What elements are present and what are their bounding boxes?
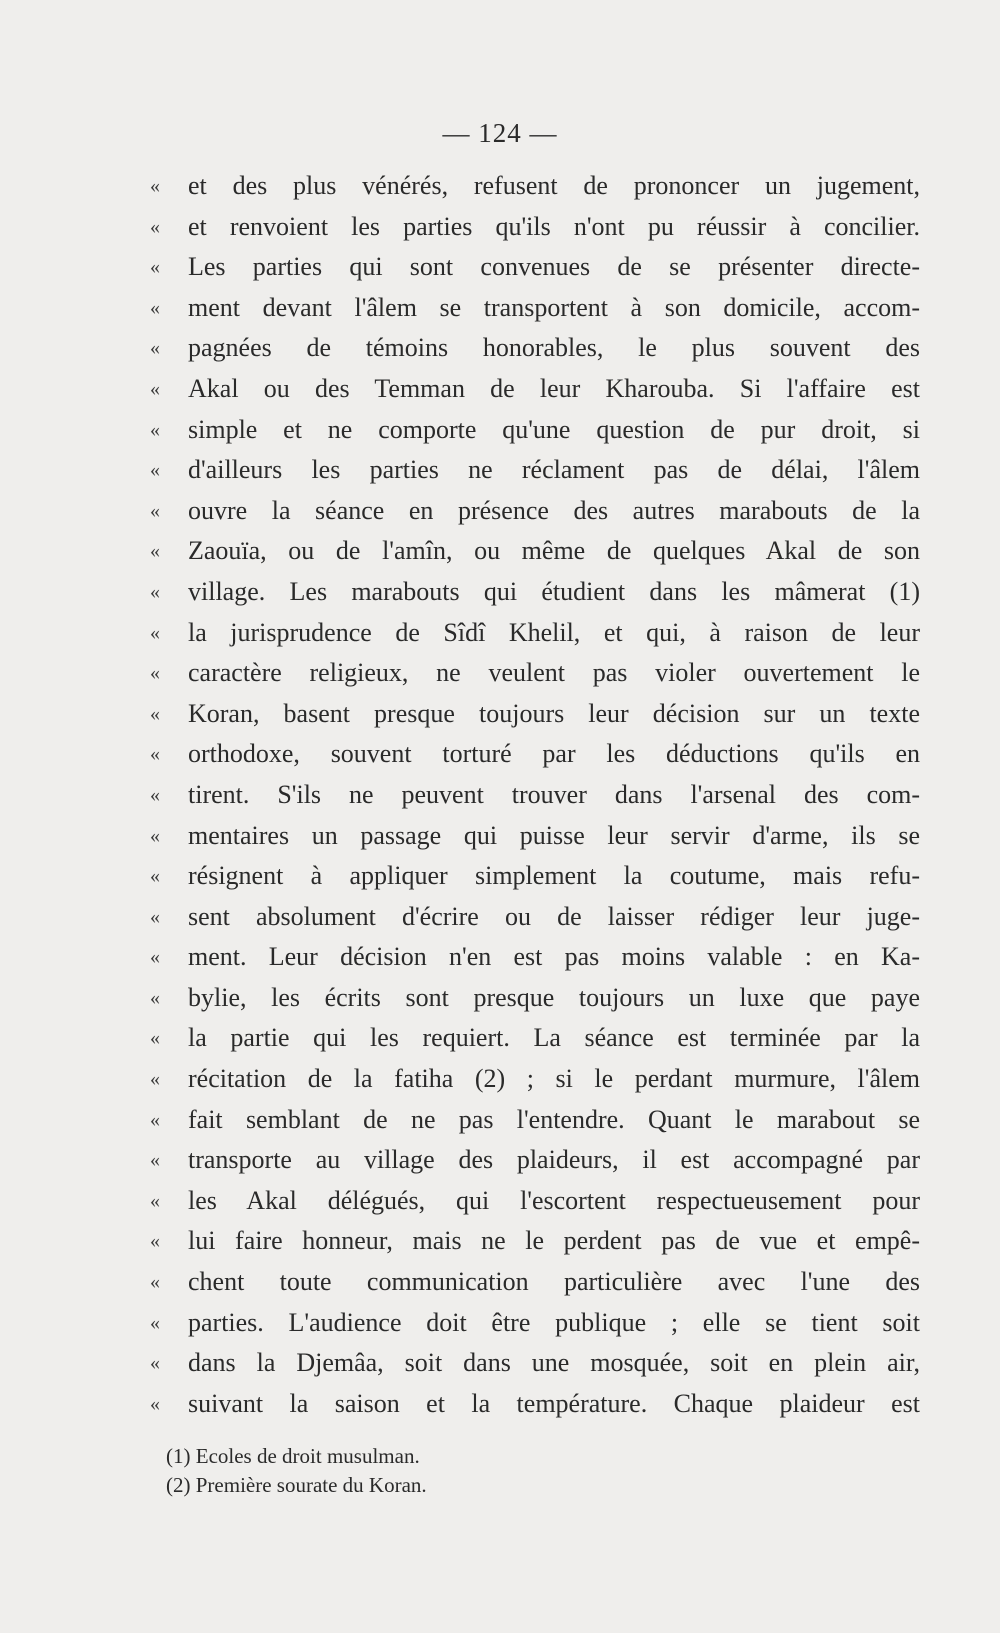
footnote: (1) Ecoles de droit musulman. <box>166 1444 420 1468</box>
quote-mark: « <box>150 175 160 197</box>
text-line <box>150 531 920 572</box>
line-text: et des plus vénérés, refusent de prononcer un jugement, <box>188 171 920 200</box>
quote-mark: « <box>150 824 160 847</box>
line-text: la partie qui les requiert. La séance est terminée par la <box>188 1023 920 1053</box>
quote-mark: « <box>150 905 160 928</box>
line-text: ment. Leur décision n'en est pas moins valable : en Ka- <box>188 942 920 972</box>
line-text: bylie, les écrits sont presque toujours un luxe que paye <box>188 982 920 1012</box>
text-line <box>150 1303 920 1344</box>
quote-mark: « <box>150 418 160 441</box>
text-line <box>150 1343 920 1384</box>
quote-mark: « <box>150 337 160 360</box>
line-text: les Akal délégués, qui l'escortent respectueusement pour <box>188 1185 920 1215</box>
text-line <box>150 1059 920 1100</box>
text-line <box>150 1221 920 1262</box>
line-text: lui faire honneur, mais ne le perdent pas de vue et empê- <box>188 1226 920 1256</box>
text-line <box>150 207 920 248</box>
text-line <box>150 613 920 654</box>
quote-mark: « <box>150 459 160 482</box>
quote-mark: « <box>150 946 160 969</box>
text-line <box>150 166 920 207</box>
line-text: orthodoxe, souvent torturé par les déductions qu'ils en <box>188 739 920 769</box>
text-line <box>150 816 920 857</box>
line-text: ouvre la séance en présence des autres marabouts de la <box>188 495 920 525</box>
quote-mark: « <box>150 1271 160 1294</box>
quote-mark: « <box>150 783 160 806</box>
footnotes <box>166 1442 766 1500</box>
text-line <box>150 1100 920 1141</box>
quote-mark: « <box>150 296 160 319</box>
text-line <box>150 1140 920 1181</box>
text-line <box>150 694 920 735</box>
line-text: récitation de la fatiha (2) ; si le perdant murmure, l'âlem <box>188 1064 920 1094</box>
line-text: tirent. S'ils ne peuvent trouver dans l'arsenal des com- <box>188 779 920 809</box>
quote-mark: « <box>150 540 160 563</box>
text-line <box>150 897 920 938</box>
quote-mark: « <box>150 743 160 766</box>
text-line <box>150 1018 920 1059</box>
text-line <box>150 856 920 897</box>
quote-mark: « <box>150 1352 160 1375</box>
text-line <box>150 247 920 288</box>
quote-mark: « <box>150 1027 160 1050</box>
line-text: d'ailleurs les parties ne réclament pas de délai, l'âlem <box>188 455 920 485</box>
text-line <box>150 328 920 369</box>
text-line <box>150 1262 920 1303</box>
quote-mark: « <box>150 1189 160 1212</box>
line-text: mentaires un passage qui puisse leur servir d'arme, ils se <box>188 820 920 850</box>
text-line <box>150 491 920 532</box>
line-text: fait semblant de ne pas l'entendre. Quant le marabout se <box>188 1104 920 1134</box>
text-line <box>150 734 920 775</box>
line-text: simple et ne comporte qu'une question de pur droit, si <box>188 414 920 444</box>
line-text: parties. L'audience doit être publique ; elle se tient soit <box>188 1307 920 1337</box>
quote-mark: « <box>150 215 160 238</box>
line-text: Koran, basent presque toujours leur décision sur un texte <box>188 698 920 728</box>
line-text: Zaouïa, ou de l'amîn, ou même de quelques Akal de son <box>188 536 920 566</box>
text-line <box>150 410 920 451</box>
line-text: Akal ou des Temman de leur Kharouba. Si l'affaire est <box>188 373 920 403</box>
quote-mark: « <box>150 1068 160 1091</box>
line-text: pagnées de témoins honorables, le plus souvent des <box>188 333 920 363</box>
text-line <box>150 1181 920 1222</box>
line-text: la jurisprudence de Sîdî Khelil, et qui, à raison de leur <box>188 617 920 647</box>
quote-mark: « <box>150 865 160 888</box>
text-line <box>150 775 920 816</box>
quote-mark: « <box>150 377 160 400</box>
line-text: transporte au village des plaideurs, il est accompagné par <box>188 1145 920 1175</box>
line-text: sent absolument d'écrire ou de laisser rédiger leur juge- <box>188 901 920 931</box>
line-text: et renvoient les parties qu'ils n'ont pu réussir à concilier. <box>188 211 920 241</box>
quote-mark: « <box>150 580 160 603</box>
footnote: (2) Première sourate du Koran. <box>166 1473 427 1497</box>
text-line <box>150 369 920 410</box>
text-line <box>150 1384 920 1425</box>
quote-mark: « <box>150 621 160 644</box>
line-text: caractère religieux, ne veulent pas violer ouvertement le <box>188 658 920 688</box>
quote-mark: « <box>150 702 160 725</box>
quote-mark: « <box>150 1230 160 1253</box>
text-line <box>150 653 920 694</box>
quote-mark: « <box>150 1149 160 1172</box>
line-text: dans la Djemâa, soit dans une mosquée, soit en plein air, <box>188 1348 920 1378</box>
line-text: résignent à appliquer simplement la coutume, mais refu- <box>188 861 920 891</box>
text-line <box>150 937 920 978</box>
quote-mark: « <box>150 499 160 522</box>
quote-mark: « <box>150 1311 160 1334</box>
text-line <box>150 978 920 1019</box>
page-number: — 124 — <box>442 118 558 148</box>
line-text: ment devant l'âlem se transportent à son domicile, accom- <box>188 292 920 322</box>
quote-mark: « <box>150 986 160 1009</box>
text-line <box>150 572 920 613</box>
quote-mark: « <box>150 1392 160 1415</box>
quote-mark: « <box>150 662 160 685</box>
line-text: village. Les marabouts qui étudient dans les mâmerat (1) <box>188 576 920 606</box>
text-line <box>150 288 920 329</box>
line-text: chent toute communication particulière avec l'une des <box>188 1267 920 1297</box>
line-text: Les parties qui sont convenues de se présenter directe- <box>188 252 920 282</box>
line-text: suivant la saison et la température. Chaque plaideur est <box>188 1388 920 1418</box>
text-line <box>150 450 920 491</box>
quote-mark: « <box>150 1108 160 1131</box>
body-text <box>150 166 920 1424</box>
quote-mark: « <box>150 256 160 279</box>
